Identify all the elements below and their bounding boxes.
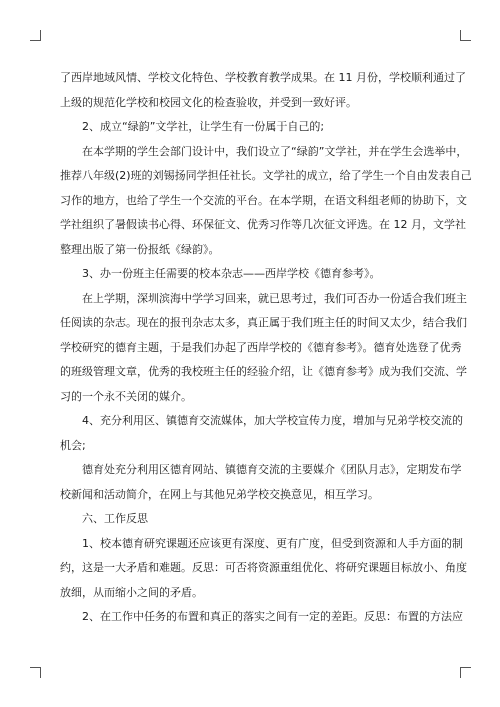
- crop-mark-top-right: [460, 30, 471, 41]
- text-line: 机会;: [60, 438, 86, 452]
- text-line: 习的一个永不关闭的媒介。: [60, 389, 192, 403]
- section-heading: 4、充分利用区、镇德育交流媒体，加大学校宣传力度，增加与兄弟学校交流的: [82, 414, 463, 427]
- text-line: 约，这是一大矛盾和难题。反思：可否将资源重组优化、将研究课题目标放小、角度: [60, 561, 467, 574]
- crop-mark-bottom-right: [460, 667, 471, 678]
- text-line: 上级的规范化学校和校园文化的检查验收，并受到一致好评。: [60, 95, 357, 109]
- crop-mark-top-left: [30, 30, 41, 41]
- text-line: 在本学期的学生会部门设计中，我们设立了“绿韵”文学社，并在学生会选举中，: [82, 144, 468, 158]
- text-line: 在上学期，深圳滨海中学学习回来，就已思考过，我们可否办一份适合我们班主: [82, 291, 467, 305]
- section-title: 六、工作反思: [82, 512, 148, 525]
- text-line: 了西岸地域风情、学校文化特色、学校教育教学成果。在 11 月份，学校顺利通过了: [60, 71, 466, 84]
- text-line: 整理出版了第一份报纸《绿韵》。: [60, 242, 220, 256]
- text-line: 放细，从而缩小之间的矛盾。: [60, 585, 203, 599]
- text-line: 任阅读的杂志。现在的报刊杂志太多，真正属于我们班主任的时间又太少，结合我们: [60, 316, 467, 329]
- text-line: 德育处充分利用区德育网站、镇德育交流的主要媒介《团队月志》，定期发布学: [82, 463, 462, 476]
- text-line: 学社组织了暑假读书心得、环保征文、优秀习作等几次征文评选。在 12 月，文学社: [60, 218, 466, 231]
- text-line: 推荐八年级(2)班的刘锡扬同学担任社长。文学社的成立，给了学生一个自由发表自己: [60, 169, 472, 182]
- text-line: 学校研究的德育主题，于是我们办起了西岸学校的《德育参考》。德育处选登了优秀: [60, 340, 462, 354]
- crop-mark-bottom-left: [30, 667, 41, 678]
- section-heading: 2、成立“绿韵”文学社，让学生有一份属于自己的;: [82, 120, 325, 133]
- text-line: 习作的地方，也给了学生一个交流的平台。在本学期，在语文科组老师的协助下，文: [60, 193, 467, 207]
- text-line: 的班级管理文章，优秀的我校班主任的经验介绍，让《德育参考》成为我们交流、学: [60, 365, 467, 378]
- document-body: [60, 66, 472, 630]
- section-heading: 3、办一份班主任需要的校本杂志——西岸学校《德育参考》。: [82, 267, 381, 280]
- text-line: 校新闻和活动简介，在网上与其他兄弟学校交换意见，相互学习。: [60, 487, 379, 501]
- text-line: 1、校本德育研究课题还应该更有深度、更有广度，但受到资源和人手方面的制: [82, 536, 463, 550]
- text-line: 2、在工作中任务的布置和真正的落实之间有一定的差距。反思：布置的方法应: [82, 610, 463, 623]
